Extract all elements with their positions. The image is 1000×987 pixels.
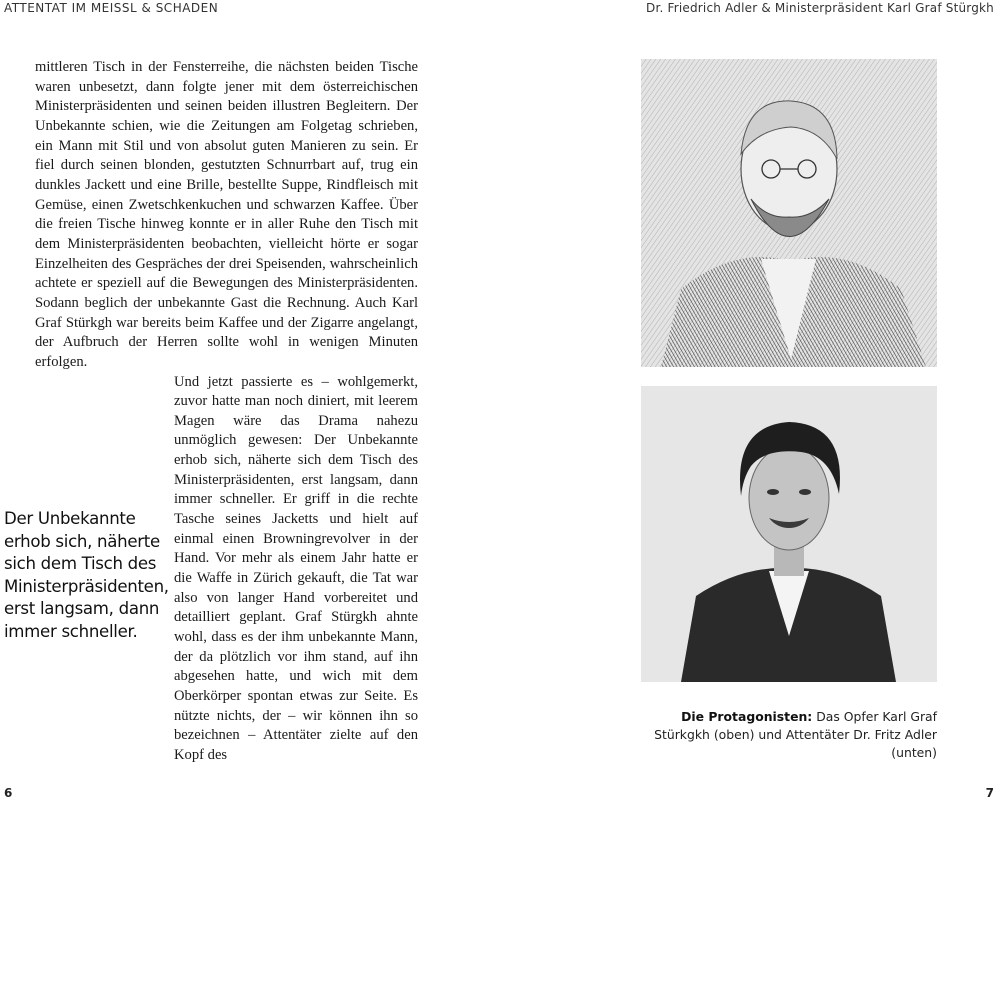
running-head-left: ATTENTAT IM MEISSL & SCHADEN	[4, 1, 219, 15]
portrait-sturgkh-image	[641, 59, 937, 367]
page-number-left: 6	[4, 786, 13, 800]
pull-quote: Der Unbekannte erhob sich, näherte sich dem Tisch des Ministerpräsidenten, erst langsam, dann immer schneller.	[4, 509, 169, 641]
running-head-right: Dr. Friedrich Adler & Ministerpräsident Karl Graf Stürgkh	[646, 1, 994, 15]
caption-label: Die Protagonisten:	[681, 709, 813, 724]
engraving-portrait-icon	[641, 59, 937, 367]
pull-quote-spacer	[0, 771, 174, 987]
image-caption	[641, 708, 937, 762]
body-paragraph-1: mittleren Tisch in der Fensterreihe, die nächsten beiden Tische waren unbesetzt, dann folgte jener mit dem österreichischen Ministerpräsidenten und seinen beiden illustren Begleitern. Der Unbekannte schien, wie die Zeitungen am Folgetag schrieben, ein Mann mit Stil und von absolut guten Manieren zu sein. Er fiel durch seinen blonden, gestutzten Schnurrbart auf, trug ein dunkles Jackett und eine Brille, bestellte Suppe, Rindfleisch mit Gemüse, einen Zwetschkenkuchen und schwarzen Kaffee. Über die freien Tische hinweg konnte er in aller Ruhe den Tisch mit dem Ministerpräsidenten beobachten, vielleicht hörte er sogar Einzelheiten des Gespräches der drei Speisenden, wahrscheinlich achtete er speziell auf die Bewegungen des Ministerpräsidenten. Sodann beglich der unbekannte Gast die Rechnung. Auch Karl Graf Stürkgh war bereits beim Kaffee und der Zigarre angelangt, der Aufbruch der Herren sollte wohl in wenigen Minuten erfolgen.	[35, 59, 418, 370]
page-number-right: 7	[985, 786, 994, 800]
body-paragraph-2: Und jetzt passierte es – wohlgemerkt, zuvor hatte man noch diniert, mit leerem Magen wäre das Drama nahezu unmöglich gewesen: Der Unbekannte erhob sich, näherte sich dem Tisch des Ministerpräsidenten, erst langsam, dann immer schneller. Er griff in die rechte Tasche seines Jacketts und hielt auf einmal einen Browningrevolver in der Hand. Vor mehr als einem Jahr hatte er die Waffe in Zürich gekauft, die Tat war also von langer Hand vorbereitet und detailliert geplant. Graf Stürgkh ahnte wohl, dass es der ihm unbekannte Mann, der da plötzlich vor ihm stand, auf ihn abgesehen hatte, und wich mit dem Oberkörper spontan etwas zur Seite. Es nützte nichts, der – wir können ihn so bezeichnen – Attentäter zielte auf den Kopf des	[174, 373, 418, 763]
caption-text: Das Opfer Karl Graf Stürkgkh (oben) und Attentäter Dr. Fritz Adler (unten)	[654, 709, 937, 760]
photo-portrait-icon	[641, 386, 937, 682]
portrait-adler-image	[641, 386, 937, 682]
